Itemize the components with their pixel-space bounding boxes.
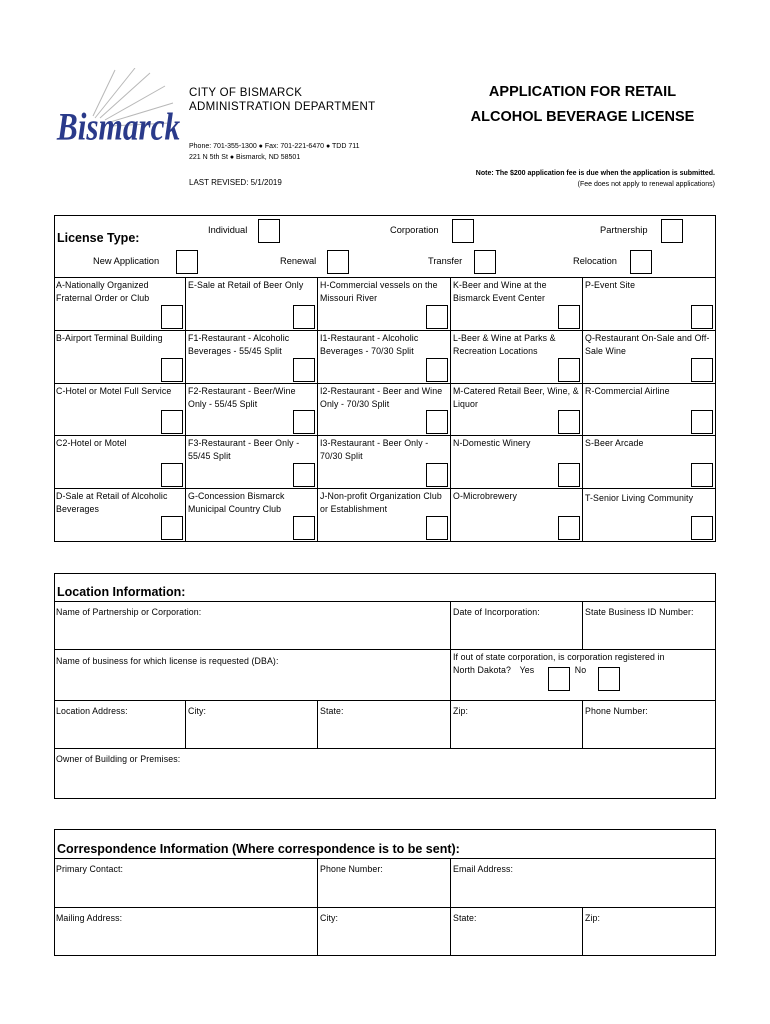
- partnership-name-field[interactable]: Name of Partnership or Corporation:: [56, 607, 202, 617]
- type-L-checkbox[interactable]: [558, 358, 580, 382]
- license-type-F1: F1-Restaurant - Alcoholic Beverages - 55/45 Split: [188, 333, 290, 356]
- license-type-M: M-Catered Retail Beer, Wine, & Liquor: [453, 386, 579, 409]
- grid-divider: [54, 649, 716, 650]
- license-type-T: T-Senior Living Community: [585, 493, 694, 503]
- grid-divider: [317, 277, 318, 542]
- license-type-G: G-Concession Bismarck Municipal Country Club: [188, 491, 285, 514]
- partnership-checkbox[interactable]: [661, 219, 683, 243]
- grid-divider: [54, 700, 716, 701]
- status-label-renewal: Renewal: [280, 256, 317, 266]
- status-label-transfer: Transfer: [428, 256, 463, 266]
- type-T-checkbox[interactable]: [691, 516, 713, 540]
- grid-divider: [54, 601, 716, 602]
- individual-checkbox[interactable]: [258, 219, 280, 243]
- license-type-K: K-Beer and Wine at the Bismarck Event Center: [453, 280, 547, 303]
- type-Q-checkbox[interactable]: [691, 358, 713, 382]
- location-phone-field[interactable]: Phone Number:: [585, 706, 648, 716]
- license-type-heading: License Type:: [57, 231, 140, 245]
- grid-divider: [582, 601, 583, 649]
- license-type-Q: Q-Restaurant On-Sale and Off-Sale Wine: [585, 333, 710, 356]
- type-R-checkbox[interactable]: [691, 410, 713, 434]
- entity-label-partnership: Partnership: [600, 225, 648, 235]
- grid-divider: [185, 277, 186, 542]
- relocation-checkbox[interactable]: [630, 250, 652, 274]
- incorporation-date-field[interactable]: Date of Incorporation:: [453, 607, 540, 617]
- renewal-checkbox[interactable]: [327, 250, 349, 274]
- grid-divider: [54, 435, 716, 436]
- transfer-checkbox[interactable]: [474, 250, 496, 274]
- new-application-checkbox[interactable]: [176, 250, 198, 274]
- type-F2-checkbox[interactable]: [293, 410, 315, 434]
- email-address-field[interactable]: Email Address:: [453, 864, 514, 874]
- license-type-D: D-Sale at Retail of Alcoholic Beverages: [56, 491, 168, 514]
- type-F1-checkbox[interactable]: [293, 358, 315, 382]
- title-line1: APPLICATION FOR RETAIL: [488, 84, 677, 100]
- status-label-relocation: Relocation: [573, 256, 617, 266]
- no-label: No: [574, 665, 587, 675]
- registered-no-checkbox[interactable]: [598, 667, 620, 691]
- fee-note: [420, 168, 715, 190]
- grid-divider: [54, 330, 716, 331]
- license-type-S: S-Beer Arcade: [585, 438, 644, 448]
- license-type-I3: I3-Restaurant - Beer Only - 70/30 Split: [320, 438, 429, 461]
- svg-text:Bismarck: Bismarck: [56, 103, 180, 149]
- contact-info: [189, 141, 359, 163]
- fee-note-line2: (Fee does not apply to renewal applications): [577, 181, 715, 188]
- contact-line1: Phone: 701-355-1300 ● Fax: 701-221-6470 ● TDD 711: [189, 143, 360, 150]
- type-S-checkbox[interactable]: [691, 463, 713, 487]
- license-type-O: O-Microbrewery: [453, 491, 517, 501]
- location-address-field[interactable]: Location Address:: [56, 706, 128, 716]
- type-C2-checkbox[interactable]: [161, 463, 183, 487]
- corporation-checkbox[interactable]: [452, 219, 474, 243]
- license-type-E: E-Sale at Retail of Beer Only: [188, 280, 304, 290]
- org-line1: CITY OF BISMARCK: [189, 87, 303, 99]
- grid-divider: [54, 488, 716, 489]
- dba-field[interactable]: Name of business for which license is requested (DBA):: [56, 656, 279, 666]
- license-type-P: P-Event Site: [585, 280, 636, 290]
- location-heading: Location Information:: [57, 585, 186, 599]
- organization-name: [189, 86, 375, 114]
- yes-label: Yes: [519, 665, 535, 675]
- out-of-state-question: [453, 651, 715, 677]
- location-city-field[interactable]: City:: [188, 706, 207, 716]
- type-P-checkbox[interactable]: [691, 305, 713, 329]
- type-K-checkbox[interactable]: [558, 305, 580, 329]
- grid-divider: [185, 700, 186, 748]
- correspondence-heading: Correspondence Information (Where correspondence is to be sent):: [57, 842, 460, 856]
- grid-divider: [450, 601, 451, 748]
- mailing-address-field[interactable]: Mailing Address:: [56, 913, 123, 923]
- correspondence-zip-field[interactable]: Zip:: [585, 913, 601, 923]
- type-N-checkbox[interactable]: [558, 463, 580, 487]
- license-type-C: C-Hotel or Motel Full Service: [56, 386, 172, 396]
- license-type-N: N-Domestic Winery: [453, 438, 531, 448]
- type-J-checkbox[interactable]: [426, 516, 448, 540]
- grid-divider: [450, 858, 451, 956]
- grid-divider: [54, 383, 716, 384]
- type-I3-checkbox[interactable]: [426, 463, 448, 487]
- title-line2: ALCOHOL BEVERAGE LICENSE: [470, 109, 695, 125]
- type-A-checkbox[interactable]: [161, 305, 183, 329]
- org-line2: ADMINISTRATION DEPARTMENT: [189, 101, 376, 113]
- primary-contact-field[interactable]: Primary Contact:: [56, 864, 124, 874]
- type-C-checkbox[interactable]: [161, 410, 183, 434]
- grid-divider: [54, 277, 716, 278]
- grid-divider: [54, 858, 716, 859]
- type-D-checkbox[interactable]: [161, 516, 183, 540]
- entity-label-corporation: Corporation: [390, 225, 439, 235]
- grid-divider: [317, 700, 318, 748]
- location-zip-field[interactable]: Zip:: [453, 706, 469, 716]
- last-revised: LAST REVISED: 5/1/2019: [189, 178, 282, 187]
- form-title: [450, 80, 715, 130]
- type-M-checkbox[interactable]: [558, 410, 580, 434]
- type-B-checkbox[interactable]: [161, 358, 183, 382]
- grid-divider: [450, 277, 451, 542]
- location-state-field[interactable]: State:: [320, 706, 344, 716]
- grid-divider: [582, 700, 583, 748]
- correspondence-city-field[interactable]: City:: [320, 913, 339, 923]
- grid-divider: [317, 858, 318, 956]
- status-label-new: New Application: [93, 256, 160, 266]
- grid-divider: [54, 907, 716, 908]
- license-type-F3: F3-Restaurant - Beer Only - 55/45 Split: [188, 438, 300, 461]
- state-business-id-field[interactable]: State Business ID Number:: [585, 607, 694, 617]
- type-I2-checkbox[interactable]: [426, 410, 448, 434]
- fee-note-line1: Note: The $200 application fee is due when the application is submitted.: [475, 170, 715, 177]
- type-H-checkbox[interactable]: [426, 305, 448, 329]
- license-type-F2: F2-Restaurant - Beer/Wine Only - 55/45 Split: [188, 386, 296, 409]
- license-type-R: R-Commercial Airline: [585, 386, 670, 396]
- out-of-state-line2: North Dakota?: [453, 665, 512, 675]
- license-type-H: H-Commercial vessels on the Missouri River: [320, 280, 438, 303]
- out-of-state-line1: If out of state corporation, is corporation registered in: [453, 652, 665, 662]
- building-owner-field[interactable]: Owner of Building or Premises:: [56, 754, 181, 764]
- type-F3-checkbox[interactable]: [293, 463, 315, 487]
- license-type-J: J-Non-profit Organization Club or Establishment: [320, 491, 442, 514]
- license-type-C2: C2-Hotel or Motel: [56, 438, 127, 448]
- type-E-checkbox[interactable]: [293, 305, 315, 329]
- entity-label-individual: Individual: [208, 225, 248, 235]
- correspondence-state-field[interactable]: State:: [453, 913, 477, 923]
- type-I1-checkbox[interactable]: [426, 358, 448, 382]
- correspondence-phone-field[interactable]: Phone Number:: [320, 864, 383, 874]
- type-O-checkbox[interactable]: [558, 516, 580, 540]
- license-type-L: L-Beer & Wine at Parks & Recreation Locations: [453, 333, 556, 356]
- registered-yes-checkbox[interactable]: [548, 667, 570, 691]
- city-logo: [55, 68, 180, 163]
- grid-divider: [582, 907, 583, 956]
- type-G-checkbox[interactable]: [293, 516, 315, 540]
- contact-line2: 221 N 5th St ● Bismarck, ND 58501: [189, 154, 301, 161]
- license-type-I1: I1-Restaurant - Alcoholic Beverages - 70/30 Split: [320, 333, 419, 356]
- grid-divider: [582, 277, 583, 542]
- license-type-A: A-Nationally Organized Fraternal Order or Club: [56, 280, 150, 303]
- grid-divider: [54, 748, 716, 749]
- license-type-I2: I2-Restaurant - Beer and Wine Only - 70/30 Split: [320, 386, 443, 409]
- license-type-B: B-Airport Terminal Building: [56, 333, 163, 343]
